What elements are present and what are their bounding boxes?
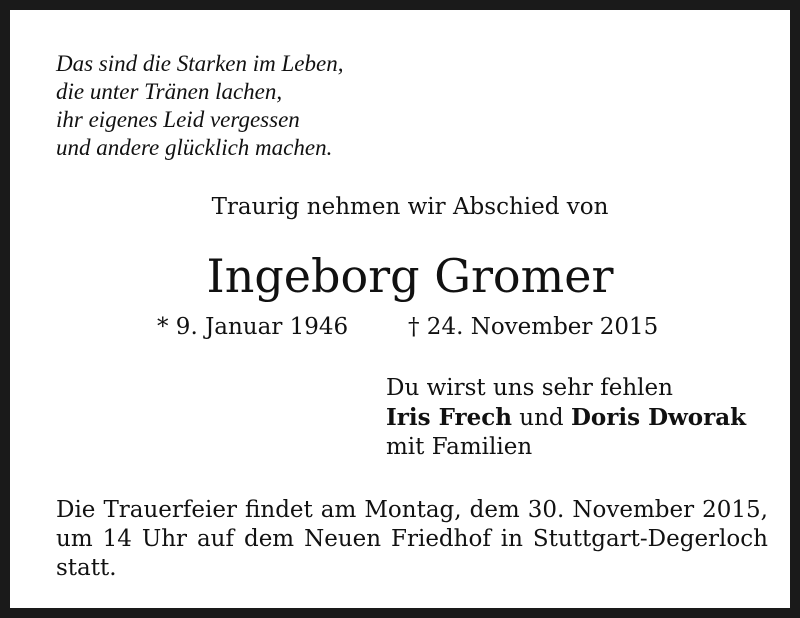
ceremony-line: Die Trauerfeier findet am Montag, dem 30. November 2015,	[56, 497, 768, 523]
ceremony-word: Friedhof	[391, 526, 491, 552]
mourners-line	[386, 403, 746, 433]
ceremony-word: dem	[243, 526, 295, 552]
ceremony-line	[56, 525, 768, 554]
ceremony-word: 14	[102, 526, 132, 552]
mourner-name: Iris Frech	[386, 404, 512, 431]
poem-line: Das sind die Starken im Leben,	[56, 51, 344, 76]
death-date: † 24. November 2015	[408, 314, 659, 340]
poem-line: und andere glücklich machen.	[56, 135, 333, 160]
ceremony-word: um	[56, 526, 93, 552]
ceremony-word: Stuttgart-Degerloch	[532, 526, 768, 552]
poem-line: die unter Tränen lachen,	[56, 79, 283, 104]
deceased-name: Ingeborg Gromer	[206, 249, 614, 303]
ceremony-word: auf	[196, 526, 235, 552]
mourner-connector: und	[511, 405, 571, 431]
farewell-intro: Traurig nehmen wir Abschied von	[211, 194, 609, 220]
birth-date: * 9. Januar 1946	[157, 314, 349, 340]
family-block	[386, 374, 746, 462]
family-suffix: mit Familien	[386, 434, 533, 460]
mourner-name: Doris Dworak	[570, 404, 747, 431]
ceremony-line: statt.	[56, 555, 117, 581]
family-message: Du wirst uns sehr fehlen	[386, 375, 673, 401]
ceremony-notice	[56, 496, 768, 583]
poem	[56, 50, 343, 162]
ceremony-word: in	[500, 526, 523, 552]
ceremony-word: Neuen	[304, 526, 382, 552]
poem-line: ihr eigenes Leid vergessen	[56, 107, 300, 132]
ceremony-word: Uhr	[141, 526, 188, 552]
